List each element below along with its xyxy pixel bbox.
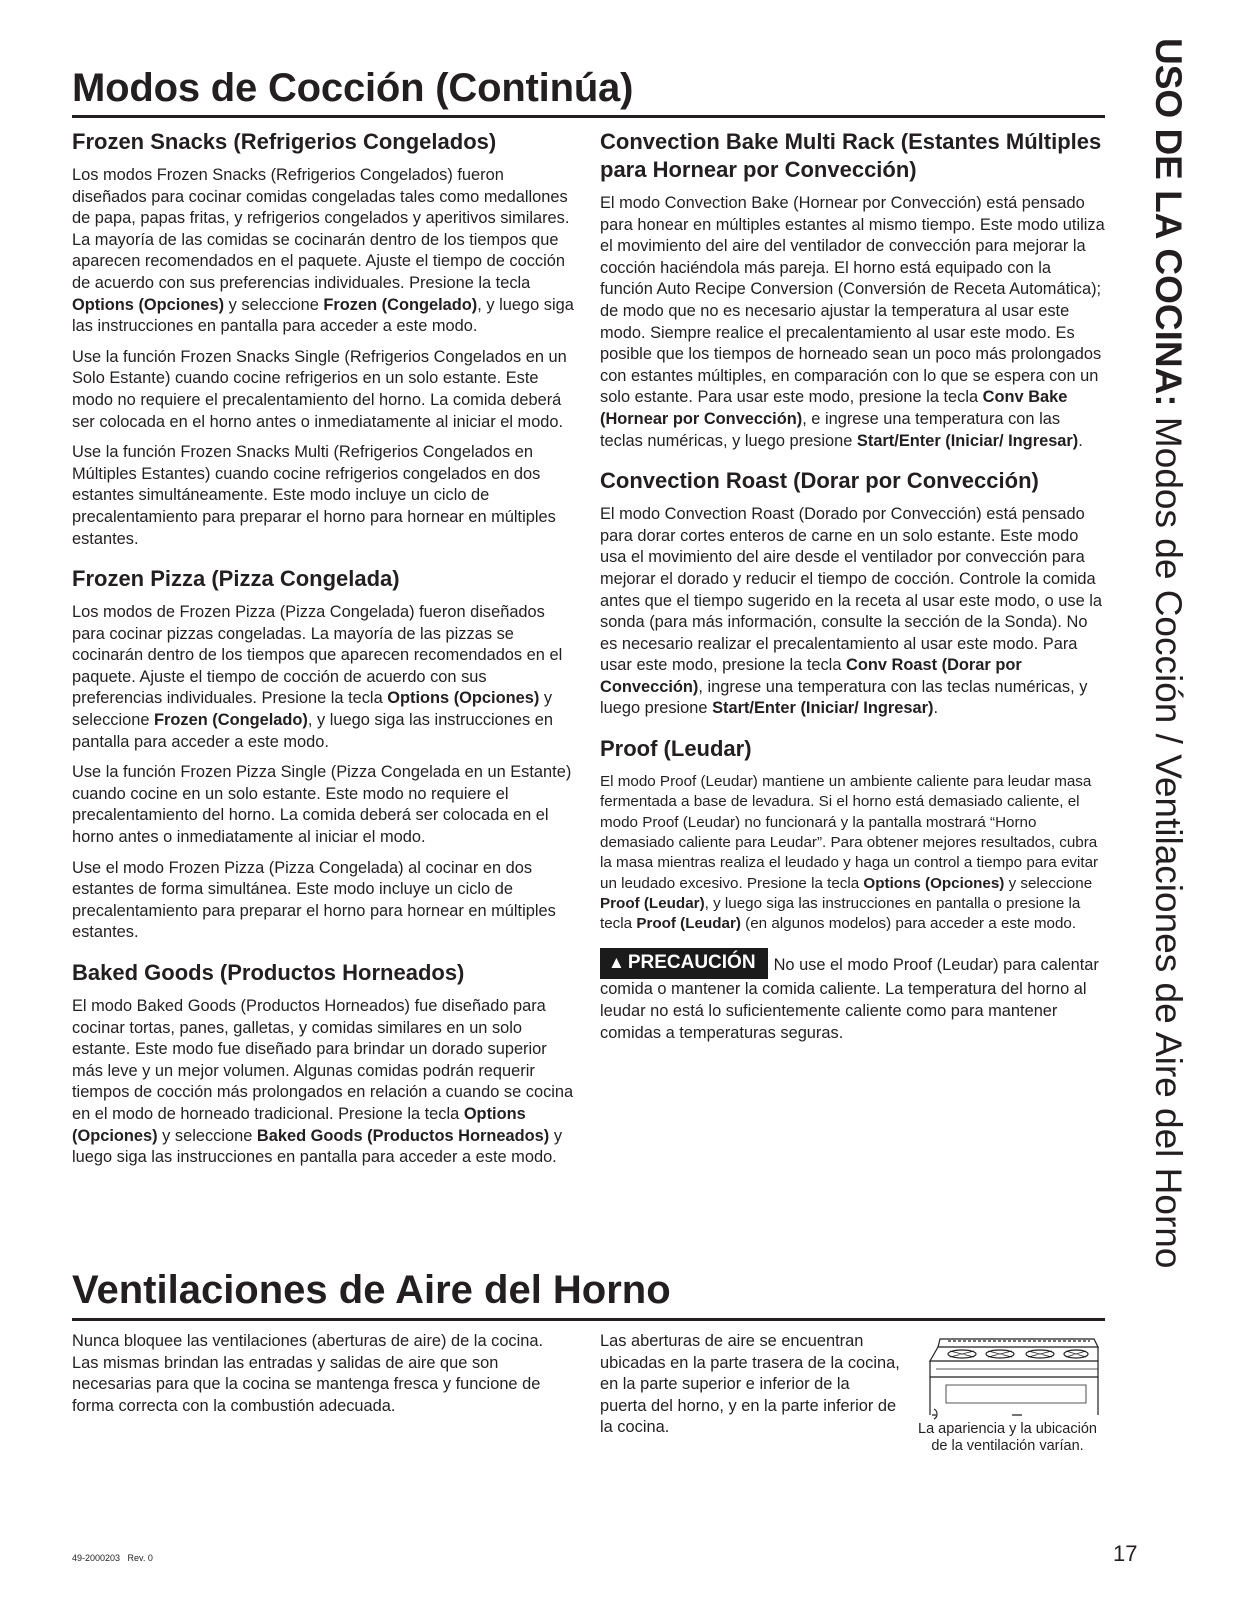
text-run: (en algunos modelos) para acceder a este modo. [740, 915, 1077, 933]
proof-heading: Proof (Leudar) [600, 736, 752, 762]
bold-key-name: Options (Opciones) [863, 874, 1005, 892]
text-run: . [1078, 431, 1083, 450]
text-run: Use la función Frozen Pizza Single (Pizza Congelada en un Estante) cuando cocine en un solo estante. Este modo no requiere el precalentamiento del horno. La comida deberá ser colocada en el horno antes o inmediatamente al iniciar el modo. [72, 763, 572, 847]
vents-right-text: Las aberturas de aire se encuentran ubicadas en la parte trasera de la cocina, en la parte superior e inferior de la puerta del horno, y en la parte inferior de la cocina. [600, 1332, 900, 1437]
text-run: El modo Convection Roast (Dorado por Convección) está pensado para dorar cortes enteros de carne en un solo estante. Este modo usa el movimiento del aire desde el ventilador por convección para mejorar el dorado y reducir el tiempo de cocción. Controle la comida antes que el tiempo sugerido en la receta al usar este modo, o use la sonda (para más información, consulte la sección de la Sonda). No es necesario realizar el precalentamiento al usar este modo. Para usar este modo, presione la tecla [600, 505, 1103, 675]
text-run: y luego siga las instrucciones en pantalla para acceder a este modo. [72, 1126, 563, 1167]
frozen-snacks-paragraph-3 [72, 442, 577, 550]
side-tab-rest: Modos de Cocción / Ventilaciones de Aire del Horno [1148, 406, 1189, 1269]
text-run: y seleccione [1004, 874, 1093, 892]
text-run: y seleccione [157, 1126, 257, 1145]
convection-roast-heading: Convection Roast (Dorar por Convección) [600, 468, 1039, 494]
bold-key-name: Conv Roast (Dorar por Convección) [600, 656, 1022, 696]
text-run: Use la función Frozen Snacks Multi (Refrigerios Congelados en Múltiples Estantes) cuando cocine refrigerios congelados en dos estantes simultáneamente. Este modo incluye un ciclo de precalentamiento para preparar el horno para hornear en múltiples estantes. [72, 443, 556, 548]
bold-key-name: Start/Enter (Iniciar/ Ingresar) [856, 431, 1079, 450]
text-run: , y luego siga las instrucciones en pantalla para acceder a este modo. [72, 711, 553, 751]
frozen-snacks-paragraph-1 [72, 165, 577, 338]
text-run: Use la función Frozen Snacks Single (Refrigerios Congelados en un Solo Estante) cuando cocine refrigerios en un solo estante. Este modo no requiere el precalentamiento del horno. La comida deberá ser colocada en el horno antes o inmediatamente al iniciar el modo. [72, 347, 567, 431]
text-run: y seleccione [224, 295, 324, 314]
bold-key-name: Start/Enter (Iniciar/ Ingresar) [712, 699, 934, 718]
warning-icon: ▲ [608, 953, 625, 973]
frozen-pizza-paragraph-2 [72, 762, 577, 848]
frozen-pizza-paragraph-1 [72, 602, 577, 753]
convection-multi-paragraph [600, 193, 1105, 452]
page-title: Modos de Cocción (Continúa) [72, 66, 634, 110]
bold-key-name: Options (Opciones) [387, 689, 540, 708]
page-number: 17 [1113, 1541, 1138, 1566]
text-run: , ingrese una temperatura con las teclas numéricas, y luego presione [600, 677, 1088, 718]
baked-goods-paragraph [72, 996, 577, 1169]
bold-key-name: Frozen (Congelado) [154, 711, 308, 730]
caution-badge [600, 948, 768, 979]
vents-caption-line-1: La apariencia y la ubicación [918, 1421, 1097, 1437]
bold-key-name: Frozen (Congelado) [323, 295, 478, 314]
frozen-snacks-paragraph-2 [72, 347, 577, 433]
cooktop-vent-illustration [922, 1331, 1102, 1421]
left-column [72, 128, 577, 1178]
vents-caption [900, 1421, 1115, 1454]
text-run: . [933, 699, 938, 718]
text-run: El modo Convection Bake (Hornear por Convección) está pensado para honear en múltiples estantes al mismo tiempo. Este modo utiliza el movimiento del aire del ventilador de convección para mejorar la cocción haciéndola más pareja. El horno está equipado con la función Auto Recipe Conversion (Conversión de Receta Automática); de modo que no es necesario ajustar la temperatura al usar este modo. Siempre realice el precalentamiento al usar este modo. Es posible que los tiempos de horneado sean un poco más prolongados con estantes múltiples, en comparación con lo que se espera con un solo estante. Para usar este modo, presione la tecla [600, 194, 1105, 407]
right-column [600, 128, 1105, 1053]
caution-text: No use el modo Proof (Leudar) para calentar comida o mantener la comida caliente. La temperatura del horno al leudar no está lo suficientemente caliente como para mantener comidas a temperaturas seguras. [600, 956, 1099, 1042]
bold-key-name: Options (Opciones) [72, 1104, 526, 1145]
text-run: Use el modo Frozen Pizza (Pizza Congelada) al cocinar en dos estantes de forma simultánea. Este modo incluye un ciclo de precalentamiento para preparar el horno para hornear en múltiples estantes. [72, 858, 556, 942]
vents-left-text: Nunca bloquee las ventilaciones (aberturas de aire) de la cocina. Las mismas brindan las entradas y salidas de aire que son necesarias para que la cocina se mantenga fresca y funcione de forma correcta con la combustión adecuada. [72, 1332, 544, 1415]
proof-paragraph [600, 772, 1105, 934]
convection-roast-paragraph [600, 504, 1105, 720]
vents-divider [72, 1318, 1105, 1321]
frozen-snacks-heading: Frozen Snacks (Refrigerios Congelados) [72, 129, 497, 154]
bold-key-name: Proof (Leudar) [636, 915, 741, 933]
bold-key-name: Options (Opciones) [72, 295, 225, 314]
text-run: El modo Baked Goods (Productos Horneados) fue diseñado para cocinar tortas, panes, galletas, y comidas similares en un solo estante. Este modo fue diseñado para brindar un dorado superior más leve y un mejor volumen. Algunas comidas podrán requerir tiempos de cocción más prolongados en relación a cuando se cocina en el modo de horneado tradicional. Presione la tecla [72, 997, 574, 1123]
text-run: , y luego siga las instrucciones en pantalla o presione la tecla [600, 894, 1081, 933]
bold-key-name: Conv Bake (Hornear por Convección) [600, 388, 1068, 428]
text-run: , e ingrese una temperatura con las teclas numéricas, y luego presione [600, 409, 1061, 450]
title-divider [72, 115, 1105, 118]
frozen-pizza-heading: Frozen Pizza (Pizza Congelada) [72, 566, 400, 592]
baked-goods-heading: Baked Goods (Productos Horneados) [72, 960, 465, 985]
text-run: El modo Proof (Leudar) mantiene un ambiente caliente para leudar masa fermentada a base de levadura. Si el horno está demasiado caliente, el modo Proof (Leudar) no funcionará y la pantalla mostrará “Horno demasiado caliente para Leudar”. Para obtener mejores resultados, cubra la masa mientras realiza el leudado y haga un control a tiempo para evitar un leudado excesivo. Presione la tecla [600, 773, 1099, 892]
frozen-pizza-paragraph-3 [72, 858, 577, 944]
side-section-tab [1143, 38, 1193, 1418]
convection-multi-heading: Convection Bake Multi Rack (Estantes Múltiples para Hornear por Convección) [600, 129, 1102, 182]
text-run: Los modos de Frozen Pizza (Pizza Congelada) fueron diseñados para cocinar pizzas congeladas. La mayoría de las pizzas se cocinarán dentro de los tiempos que aparecen recomendados en el paquete. Ajuste el tiempo de cocción de acuerdo con sus preferencias individuales. Presione la tecla [72, 603, 563, 708]
bold-key-name: Baked Goods (Productos Horneados) [256, 1126, 550, 1145]
vents-caption-line-2: de la ventilación varían. [931, 1437, 1084, 1454]
caution-paragraph [600, 948, 1105, 1044]
text-run: y seleccione [72, 689, 553, 730]
footer-code: 49-2000203 Rev. 0 [72, 1553, 153, 1563]
caution-label: PRECAUCIÓN [627, 952, 756, 974]
vents-title: Ventilaciones de Aire del Horno [72, 1268, 671, 1312]
text-run: Los modos Frozen Snacks (Refrigerios Congelados) fueron diseñados para cocinar comidas congeladas tales como medallones de papa, papas fritas, y refrigerios congelados y aperitivos similares. La mayoría de las comidas se cocinarán dentro de los tiempos que aparecen recomendados en el paquete. Ajuste el tiempo de cocción de acuerdo con sus preferencias individuales. Presione la tecla [72, 166, 570, 292]
bold-key-name: Proof (Leudar) [600, 894, 705, 912]
text-run: , y luego siga las instrucciones en pantalla para acceder a este modo. [72, 295, 574, 336]
side-tab-bold: USO DE LA COCINA: [1148, 38, 1189, 407]
